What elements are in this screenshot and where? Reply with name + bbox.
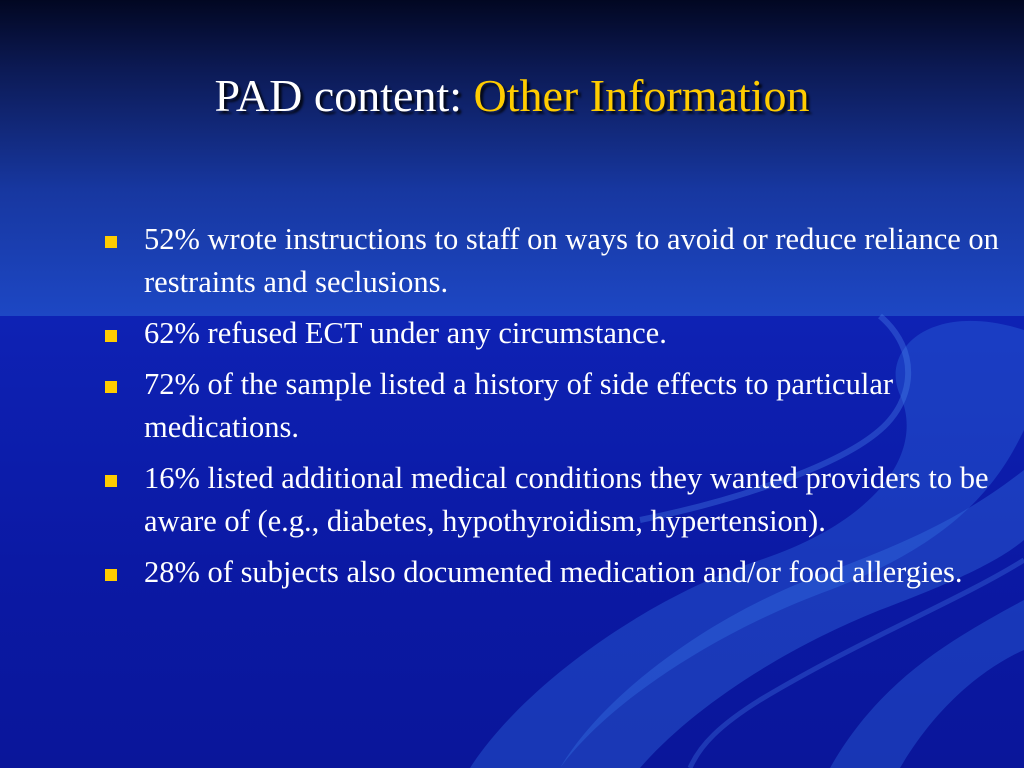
slide-title [0,68,1024,124]
bullet-item [105,218,1010,304]
bullet-square-icon [105,236,117,248]
bullet-item [105,363,1010,449]
bullet-item [105,551,1010,594]
slide-title-prefix: PAD content: [214,70,463,121]
bullet-text: 52% wrote instructions to staff on ways to avoid or reduce reliance on restraints and seclusions. [144,222,999,299]
bullet-square-icon [105,475,117,487]
bullet-square-icon [105,569,117,581]
bullet-text: 28% of subjects also documented medication and/or food allergies. [144,555,963,589]
bullet-square-icon [105,330,117,342]
slide-title-highlight: Other Information [473,70,810,121]
bullet-list [105,218,1010,602]
bullet-text: 72% of the sample listed a history of side effects to particular medications. [144,367,894,444]
bullet-square-icon [105,381,117,393]
bullet-text: 62% refused ECT under any circumstance. [144,316,667,350]
bullet-item [105,457,1010,543]
bullet-item [105,312,1010,355]
bullet-text: 16% listed additional medical conditions they wanted providers to be aware of (e.g., diabetes, hypothyroidism, hypertension). [144,461,989,538]
